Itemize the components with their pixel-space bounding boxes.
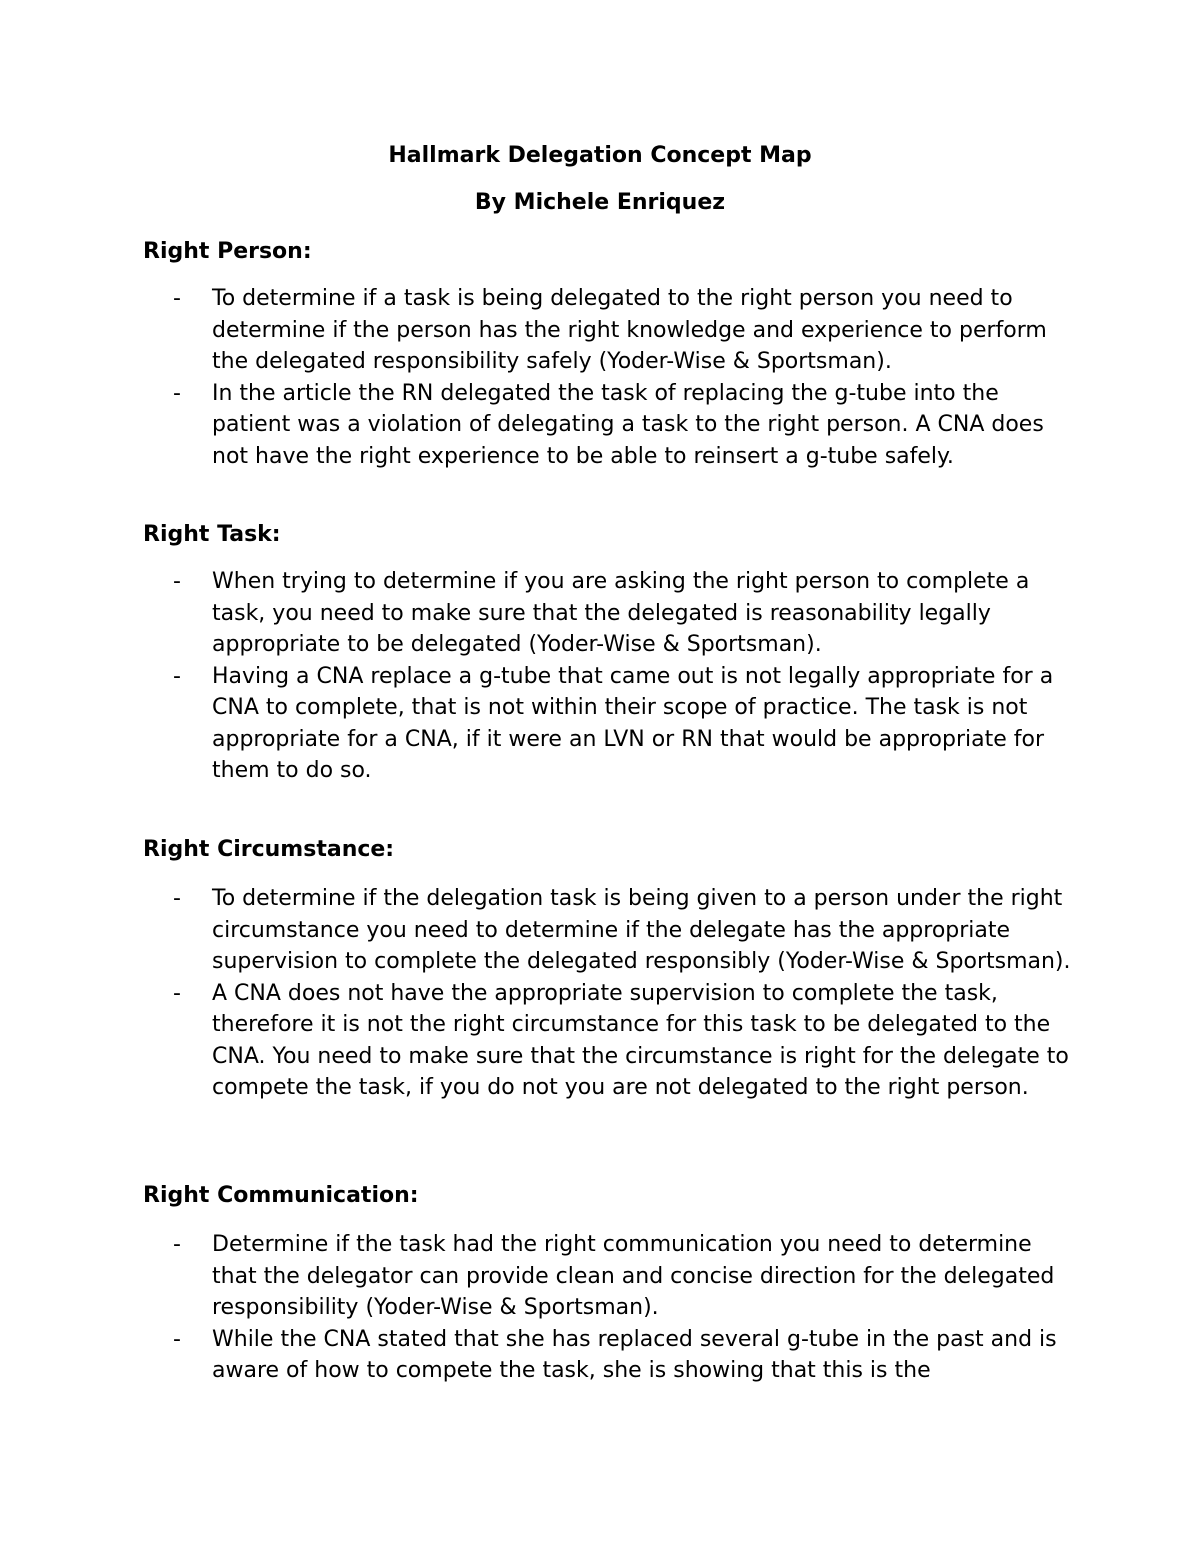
section-heading-right-task: Right Task: (143, 522, 281, 547)
document-author: By Michele Enriquez (474, 190, 726, 215)
bullet-list-right-person (143, 283, 1073, 472)
bullet-marker: - (173, 380, 181, 406)
bullet-marker: - (173, 286, 181, 311)
section-heading-right-communication: Right Communication: (143, 1183, 419, 1208)
bullet-item (143, 566, 1073, 661)
bullet-item (143, 883, 1073, 978)
bullet-item (143, 978, 1073, 1104)
bullet-list-right-task (143, 566, 1073, 787)
bullet-text: In the article the RN delegated the task of replacing the g-tube into the patient was a violation of delegating a task to the right person. A CNA does not have the right experience to be able to reinsert a g-tube safely. (212, 380, 1044, 469)
bullet-text: A CNA does not have the appropriate supervision to complete the task, therefore it is not the right circumstance for this task to be delegated to the CNA. You need to make sure that the circumstance is right for the delegate to compete the task, if you do not you are not delegated to the right person. (212, 980, 1069, 1100)
bullet-item (143, 661, 1073, 787)
bullet-marker: - (173, 980, 181, 1006)
bullet-marker: - (173, 1232, 181, 1257)
bullet-text: While the CNA stated that she has replaced several g-tube in the past and is aware of how to compete the task, she is showing that this is the (212, 1326, 1057, 1383)
bullet-text: To determine if the delegation task is being given to a person under the right circumstance you need to determine if the delegate has the appropriate supervision to complete the delegated responsibly (Yoder-Wise & Sportsman). (212, 886, 1071, 974)
bullet-item (143, 1324, 1073, 1387)
bullet-marker: - (173, 663, 181, 689)
bullet-marker: - (173, 569, 181, 594)
bullet-text: Determine if the task had the right communication you need to determine that the delegator can provide clean and concise direction for the delegated responsibility (Yoder-Wise & Sportsman). (212, 1232, 1055, 1320)
bullet-list-right-circumstance (143, 883, 1073, 1104)
bullet-item (143, 378, 1073, 473)
bullet-text: Having a CNA replace a g-tube that came out is not legally appropriate for a CNA to complete, that is not within their scope of practice. The task is not appropriate for a CNA, if it were an LVN or RN that would be appropriate for them to do so. (212, 663, 1054, 783)
bullet-marker: - (173, 886, 181, 911)
bullet-item (143, 1229, 1073, 1324)
bullet-text: To determine if a task is being delegated to the right person you need to determine if the person has the right knowledge and experience to perform the delegated responsibility safely (Yoder-Wise & Sportsman). (212, 286, 1047, 374)
document-title: Hallmark Delegation Concept Map (388, 143, 812, 168)
section-heading-right-person: Right Person: (143, 239, 312, 264)
bullet-list-right-communication (143, 1229, 1073, 1387)
bullet-text: When trying to determine if you are asking the right person to complete a task, you need to make sure that the delegated is reasonability legally appropriate to be delegated (Yoder-Wise & Sportsman). (212, 569, 1030, 657)
bullet-marker: - (173, 1326, 181, 1352)
bullet-item (143, 283, 1073, 378)
section-heading-right-circumstance: Right Circumstance: (143, 837, 395, 862)
